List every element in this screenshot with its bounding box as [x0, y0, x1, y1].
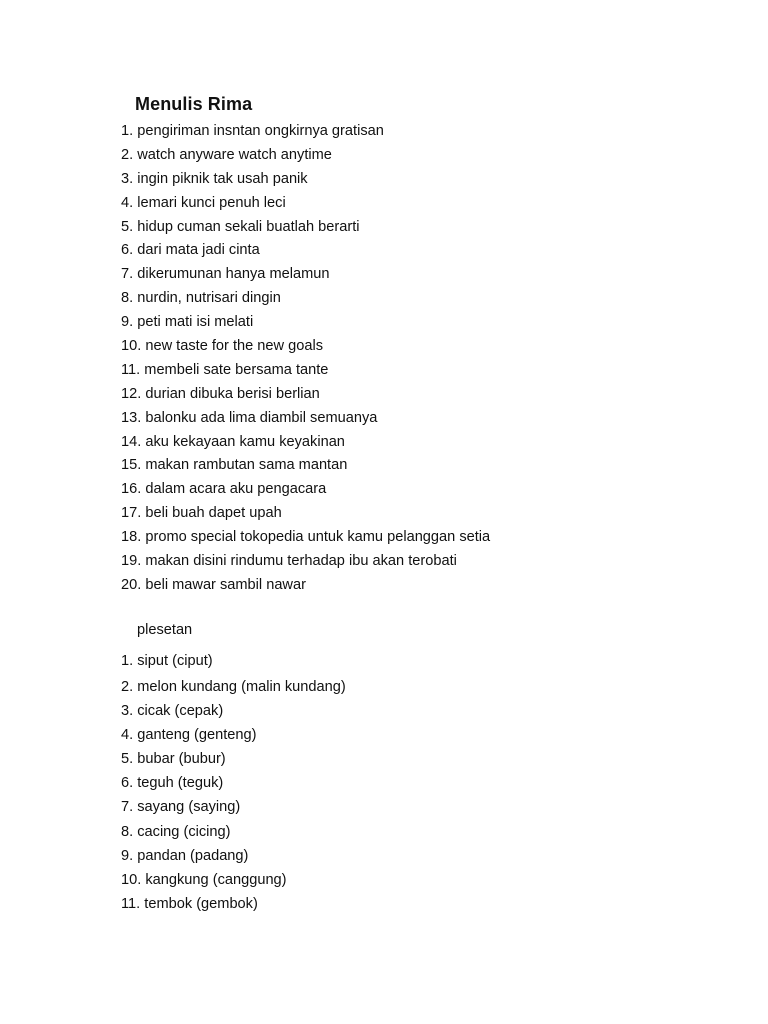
rima-item: [121, 431, 490, 455]
plesetan-item: [121, 820, 346, 844]
plesetan-list: [121, 649, 346, 916]
plesetan-item: [121, 675, 346, 699]
plesetan-item: [121, 699, 346, 723]
rima-item: [121, 120, 490, 144]
rima-item-text: makan rambutan sama mantan: [145, 457, 348, 474]
rima-item-number: 16.: [121, 481, 142, 498]
rima-item-text: dikerumunan hanya melamun: [137, 266, 330, 283]
plesetan-item: [121, 771, 346, 795]
plesetan-item: [121, 868, 346, 892]
rima-item-number: 8.: [121, 290, 134, 307]
rima-item-text: lemari kunci penuh leci: [137, 194, 286, 211]
plesetan-item-number: 10.: [121, 871, 142, 888]
rima-item: [121, 287, 490, 311]
rima-item: [121, 526, 490, 550]
rima-item: [121, 168, 490, 192]
plesetan-item-number: 5.: [121, 751, 134, 768]
plesetan-item-text: siput (ciput): [137, 653, 213, 669]
rima-item-number: 7.: [121, 266, 134, 283]
rima-item: [121, 550, 490, 574]
plesetan-item-number: 2.: [121, 679, 134, 695]
rima-item: [121, 359, 490, 383]
plesetan-item-text: ganteng (genteng): [137, 727, 257, 744]
plesetan-item-text: sayang (saying): [137, 799, 241, 816]
plesetan-item-text: kangkung (canggung): [145, 871, 287, 888]
rima-item-number: 1.: [121, 123, 134, 139]
plesetan-item-number: 1.: [121, 653, 134, 669]
plesetan-item-number: 8.: [121, 823, 134, 840]
rima-item-text: balonku ada lima diambil semuanya: [145, 409, 378, 426]
plesetan-item-text: tembok (gembok): [144, 895, 258, 912]
rima-item-text: dari mata jadi cinta: [137, 242, 260, 259]
plesetan-item: [121, 747, 346, 771]
rima-item-number: 9.: [121, 314, 134, 331]
rima-item: [121, 239, 490, 263]
rima-item-number: 12.: [121, 385, 142, 402]
rima-item: [121, 478, 490, 502]
rima-item-number: 3.: [121, 170, 134, 187]
rima-item-number: 15.: [121, 457, 142, 474]
rima-item-text: pengiriman insntan ongkirnya gratisan: [137, 123, 384, 139]
rima-item-text: makan disini rindumu terhadap ibu akan terobati: [145, 553, 457, 570]
rima-item: [121, 192, 490, 216]
rima-item-text: peti mati isi melati: [137, 314, 254, 331]
plesetan-heading: plesetan: [137, 622, 193, 638]
plesetan-item: [121, 844, 346, 868]
plesetan-item-text: teguh (teguk): [137, 775, 224, 792]
rima-item-text: hidup cuman sekali buatlah berarti: [137, 218, 360, 235]
rima-item-number: 14.: [121, 433, 142, 450]
rima-item-text: beli mawar sambil nawar: [145, 576, 306, 593]
rima-item-number: 4.: [121, 194, 134, 211]
plesetan-item-text: cacing (cicing): [137, 823, 231, 840]
rima-item: [121, 502, 490, 526]
rima-item: [121, 311, 490, 335]
plesetan-item-number: 9.: [121, 847, 134, 864]
rima-item-text: watch anyware watch anytime: [137, 146, 332, 163]
rima-item-number: 13.: [121, 409, 142, 426]
rima-item-text: ingin piknik tak usah panik: [137, 170, 308, 187]
rima-item: [121, 454, 490, 478]
rima-item-number: 19.: [121, 553, 142, 570]
rima-item-number: 11.: [121, 361, 141, 378]
plesetan-item-number: 3.: [121, 703, 134, 720]
rima-item-text: durian dibuka berisi berlian: [145, 385, 320, 402]
plesetan-item-text: cicak (cepak): [137, 703, 224, 720]
plesetan-item: [121, 649, 346, 675]
rima-item: [121, 263, 490, 287]
plesetan-item-text: melon kundang (malin kundang): [137, 679, 346, 695]
plesetan-item-text: pandan (padang): [137, 847, 249, 864]
rima-item: [121, 383, 490, 407]
rima-list: [121, 120, 490, 598]
rima-item-number: 17.: [121, 505, 142, 522]
rima-item-text: promo special tokopedia untuk kamu pelanggan setia: [145, 529, 491, 546]
rima-item-text: beli buah dapet upah: [145, 505, 282, 522]
plesetan-item: [121, 723, 346, 747]
plesetan-item: [121, 892, 346, 916]
plesetan-item-number: 7.: [121, 799, 134, 816]
plesetan-item-number: 4.: [121, 727, 134, 744]
rima-item-number: 5.: [121, 218, 134, 235]
rima-item-number: 18.: [121, 529, 142, 546]
rima-item-text: aku kekayaan kamu keyakinan: [145, 433, 345, 450]
page-title: Menulis Rima: [135, 94, 253, 114]
rima-item-number: 2.: [121, 146, 134, 163]
rima-item-number: 10.: [121, 338, 142, 355]
rima-item: [121, 144, 490, 168]
rima-item: [121, 216, 490, 240]
plesetan-item-number: 11.: [121, 895, 141, 912]
rima-item-number: 6.: [121, 242, 134, 259]
plesetan-item: [121, 795, 346, 819]
rima-item-text: new taste for the new goals: [145, 338, 324, 355]
rima-item-number: 20.: [121, 576, 142, 593]
rima-item: [121, 574, 490, 598]
plesetan-item-text: bubar (bubur): [137, 751, 226, 768]
rima-item-text: dalam acara aku pengacara: [145, 481, 327, 498]
rima-item-text: nurdin, nutrisari dingin: [137, 290, 281, 307]
rima-item: [121, 335, 490, 359]
plesetan-item-number: 6.: [121, 775, 134, 792]
rima-item: [121, 407, 490, 431]
rima-item-text: membeli sate bersama tante: [144, 361, 329, 378]
